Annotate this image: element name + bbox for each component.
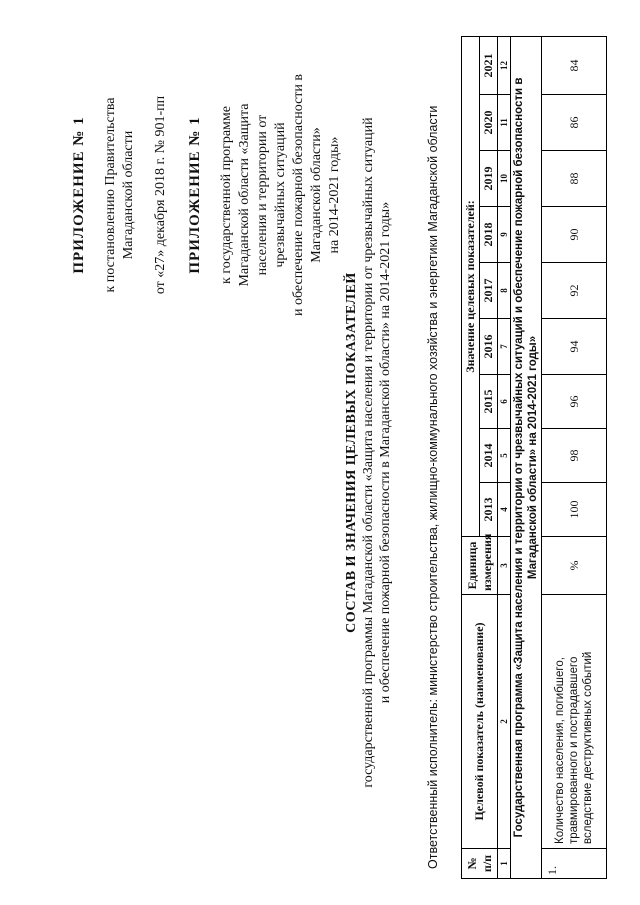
appendix-date: от «27» декабря 2018 г. № 901-пп (153, 95, 168, 295)
appendix-line: Магаданской области (121, 130, 136, 260)
column-number: 4 (498, 483, 511, 537)
header-unit: Единица измерения (462, 537, 498, 595)
indicator-value: 100 (542, 483, 607, 537)
column-number: 1 (498, 849, 511, 879)
indicators-table (461, 36, 607, 879)
column-number: 11 (498, 95, 511, 151)
appendix-line: к постановлению Правительства (103, 97, 118, 293)
indicator-unit: % (542, 537, 607, 595)
title-line: и обеспечение пожарной безопасности в Магаданской области» на 2014-2021 годы» (378, 201, 393, 704)
appendix-line: чрезвычайных ситуаций (273, 122, 288, 268)
year-header: 2019 (480, 151, 498, 207)
year-header: 2017 (480, 263, 498, 319)
document-title (343, 20, 394, 885)
appendix-line: Магаданской области «Защита (237, 103, 252, 287)
column-number-row (498, 36, 511, 878)
column-number: 6 (498, 375, 511, 429)
appendix-header: ПРИЛОЖЕНИЕ № 1 (71, 116, 87, 274)
year-header: 2014 (480, 429, 498, 483)
indicator-name: Количество населения, погибшего, травмированного и пострадавшего вследствие деструктивных событий (542, 595, 607, 849)
column-number: 10 (498, 151, 511, 207)
header-no: № п/п (462, 849, 498, 879)
appendix-block (70, 25, 344, 365)
appendix-line: к государственной программе (219, 106, 234, 284)
indicator-value: 90 (542, 207, 607, 263)
program-row (511, 36, 542, 878)
appendix-header: ПРИЛОЖЕНИЕ № 1 (187, 116, 203, 274)
year-header: 2015 (480, 375, 498, 429)
column-number: 5 (498, 429, 511, 483)
indicator-value: 96 (542, 375, 607, 429)
header-values: Значение целевых показателей: (462, 36, 480, 536)
program-title-cell: Государственная программа «Защита населения и территории от чрезвычайных ситуаций и обеспечение пожарной безопасности в Магаданской области» на 2014-2021 годы» (511, 36, 542, 878)
appendix-line: Магаданской области» (309, 127, 324, 263)
appendix-line: и обеспечение пожарной безопасности в (291, 74, 306, 316)
year-header: 2013 (480, 483, 498, 537)
column-number: 7 (498, 319, 511, 375)
indicator-value: 84 (542, 36, 607, 94)
title-heading: СОСТАВ И ЗНАЧЕНИЯ ЦЕЛЕВЫХ ПОКАЗАТЕЛЕЙ (344, 272, 359, 633)
indicator-value: 86 (542, 95, 607, 151)
table-row (542, 36, 607, 878)
title-line: государственной программы Магаданской области «Защита населения и территории от чрезвычайных ситуаций (361, 117, 376, 788)
indicator-value: 88 (542, 151, 607, 207)
column-number: 2 (498, 595, 511, 849)
year-header: 2021 (480, 36, 498, 94)
responsible-executor: Ответственный исполнитель: министерство строительства, жилищно-коммунального хозяйства и энергетики Магаданской области (426, 105, 440, 869)
appendix-line: населения и территории от (255, 114, 270, 276)
header-name: Целевой показатель (наименование) (462, 595, 498, 849)
column-number: 9 (498, 207, 511, 263)
column-number: 3 (498, 537, 511, 595)
indicator-value: 92 (542, 263, 607, 319)
year-header: 2016 (480, 319, 498, 375)
row-number: 1. (542, 849, 607, 879)
appendix-line: на 2014-2021 годы» (327, 136, 342, 254)
column-number: 8 (498, 263, 511, 319)
table-header-row (462, 36, 480, 878)
column-number: 12 (498, 36, 511, 94)
year-header: 2020 (480, 95, 498, 151)
indicator-value: 98 (542, 429, 607, 483)
year-header: 2018 (480, 207, 498, 263)
indicator-value: 94 (542, 319, 607, 375)
